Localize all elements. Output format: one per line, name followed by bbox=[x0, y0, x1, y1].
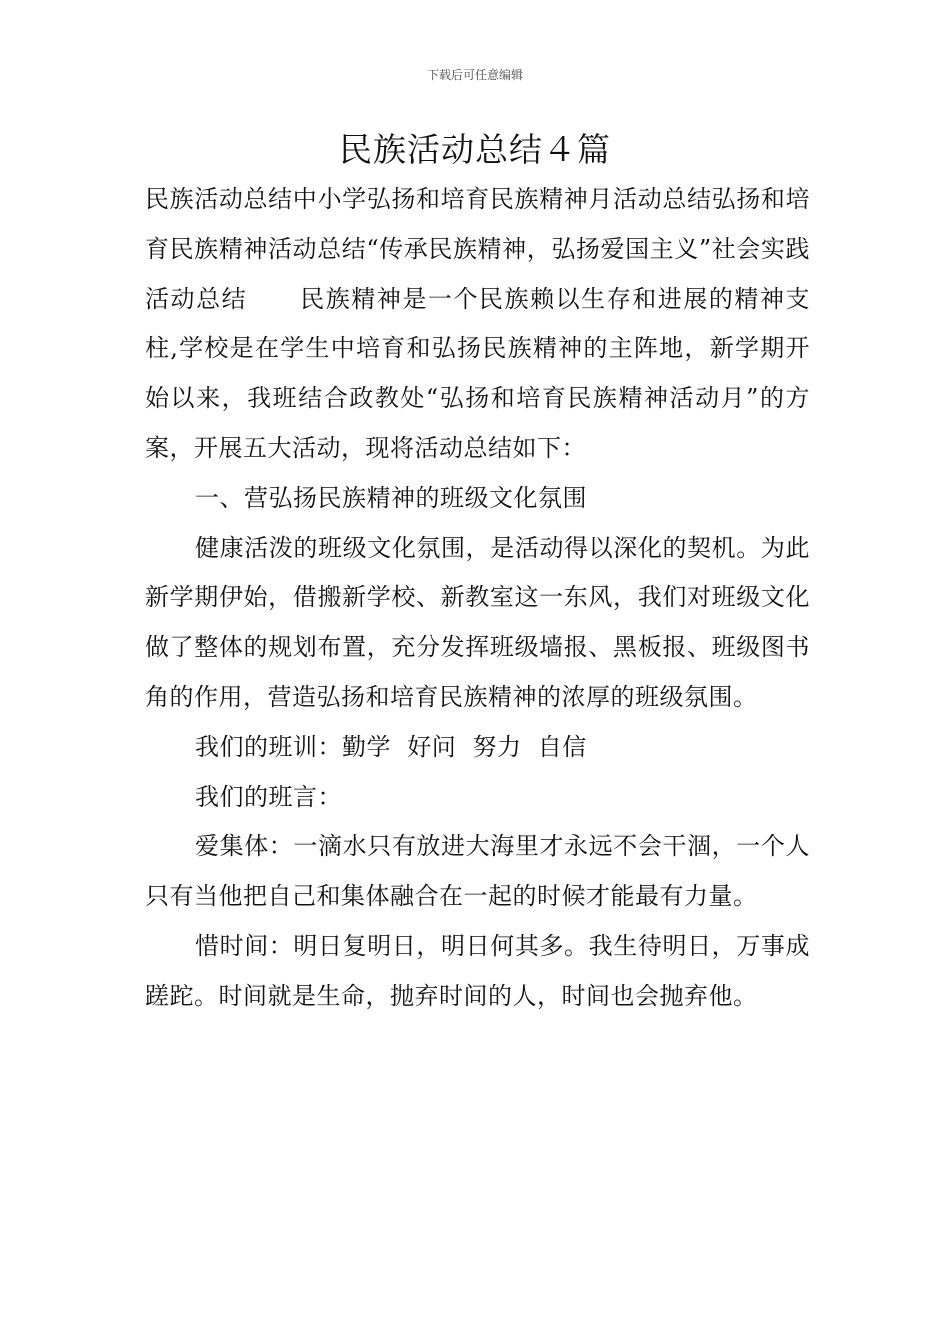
paragraph-love-collective: 爱集体：一滴水只有放进大海里才永远不会干涸，一个人只有当他把自己和集体融合在一起的时候才能最有力量。 bbox=[145, 832, 810, 911]
paragraph-class-culture: 健康活泼的班级文化氛围，是活动得以深化的契机。为此新学期伊始，借搬新学校、新教室这一东风，我们对班级文化做了整体的规划布置，充分发挥班级墙报、黑板报、班级图书角的作用，营造弘扬和培育民族精神的浓厚的班级氛围。 bbox=[145, 533, 810, 711]
paragraph-cherish-time: 惜时间：明日复明日，明日何其多。我生待明日，万事成蹉跎。时间就是生命，抛弃时间的人，时间也会抛弃他。 bbox=[145, 931, 810, 1010]
paragraph-class-sayings: 我们的班言： bbox=[195, 782, 342, 811]
intro-related-titles: 民族活动总结中小学弘扬和培育民族精神月活动总结弘扬和培育民族精神活动总结“传承民族精神，弘扬爱国主义”社会实践活动总结 bbox=[145, 185, 810, 313]
paragraph-class-motto: 我们的班训：勤学 好问 努力 自信 bbox=[195, 732, 587, 761]
document-body bbox=[145, 175, 810, 1022]
intro-text: 民族精神是一个民族赖以生存和进展的精神支柱,学校是在学生中培育和弘扬民族精神的主阵地，新学期开始以来，我班结合政教处“弘扬和培育民族精神活动月”的方案，开展五大活动，现将活动总结如下： bbox=[145, 284, 811, 462]
header-note: 下载后可任意编辑 bbox=[426, 68, 523, 82]
section-heading: 一、营弘扬民族精神的班级文化氛围 bbox=[195, 483, 587, 512]
document-title: 民族活动总结４篇 bbox=[339, 130, 611, 169]
intro-paragraph bbox=[145, 175, 810, 474]
